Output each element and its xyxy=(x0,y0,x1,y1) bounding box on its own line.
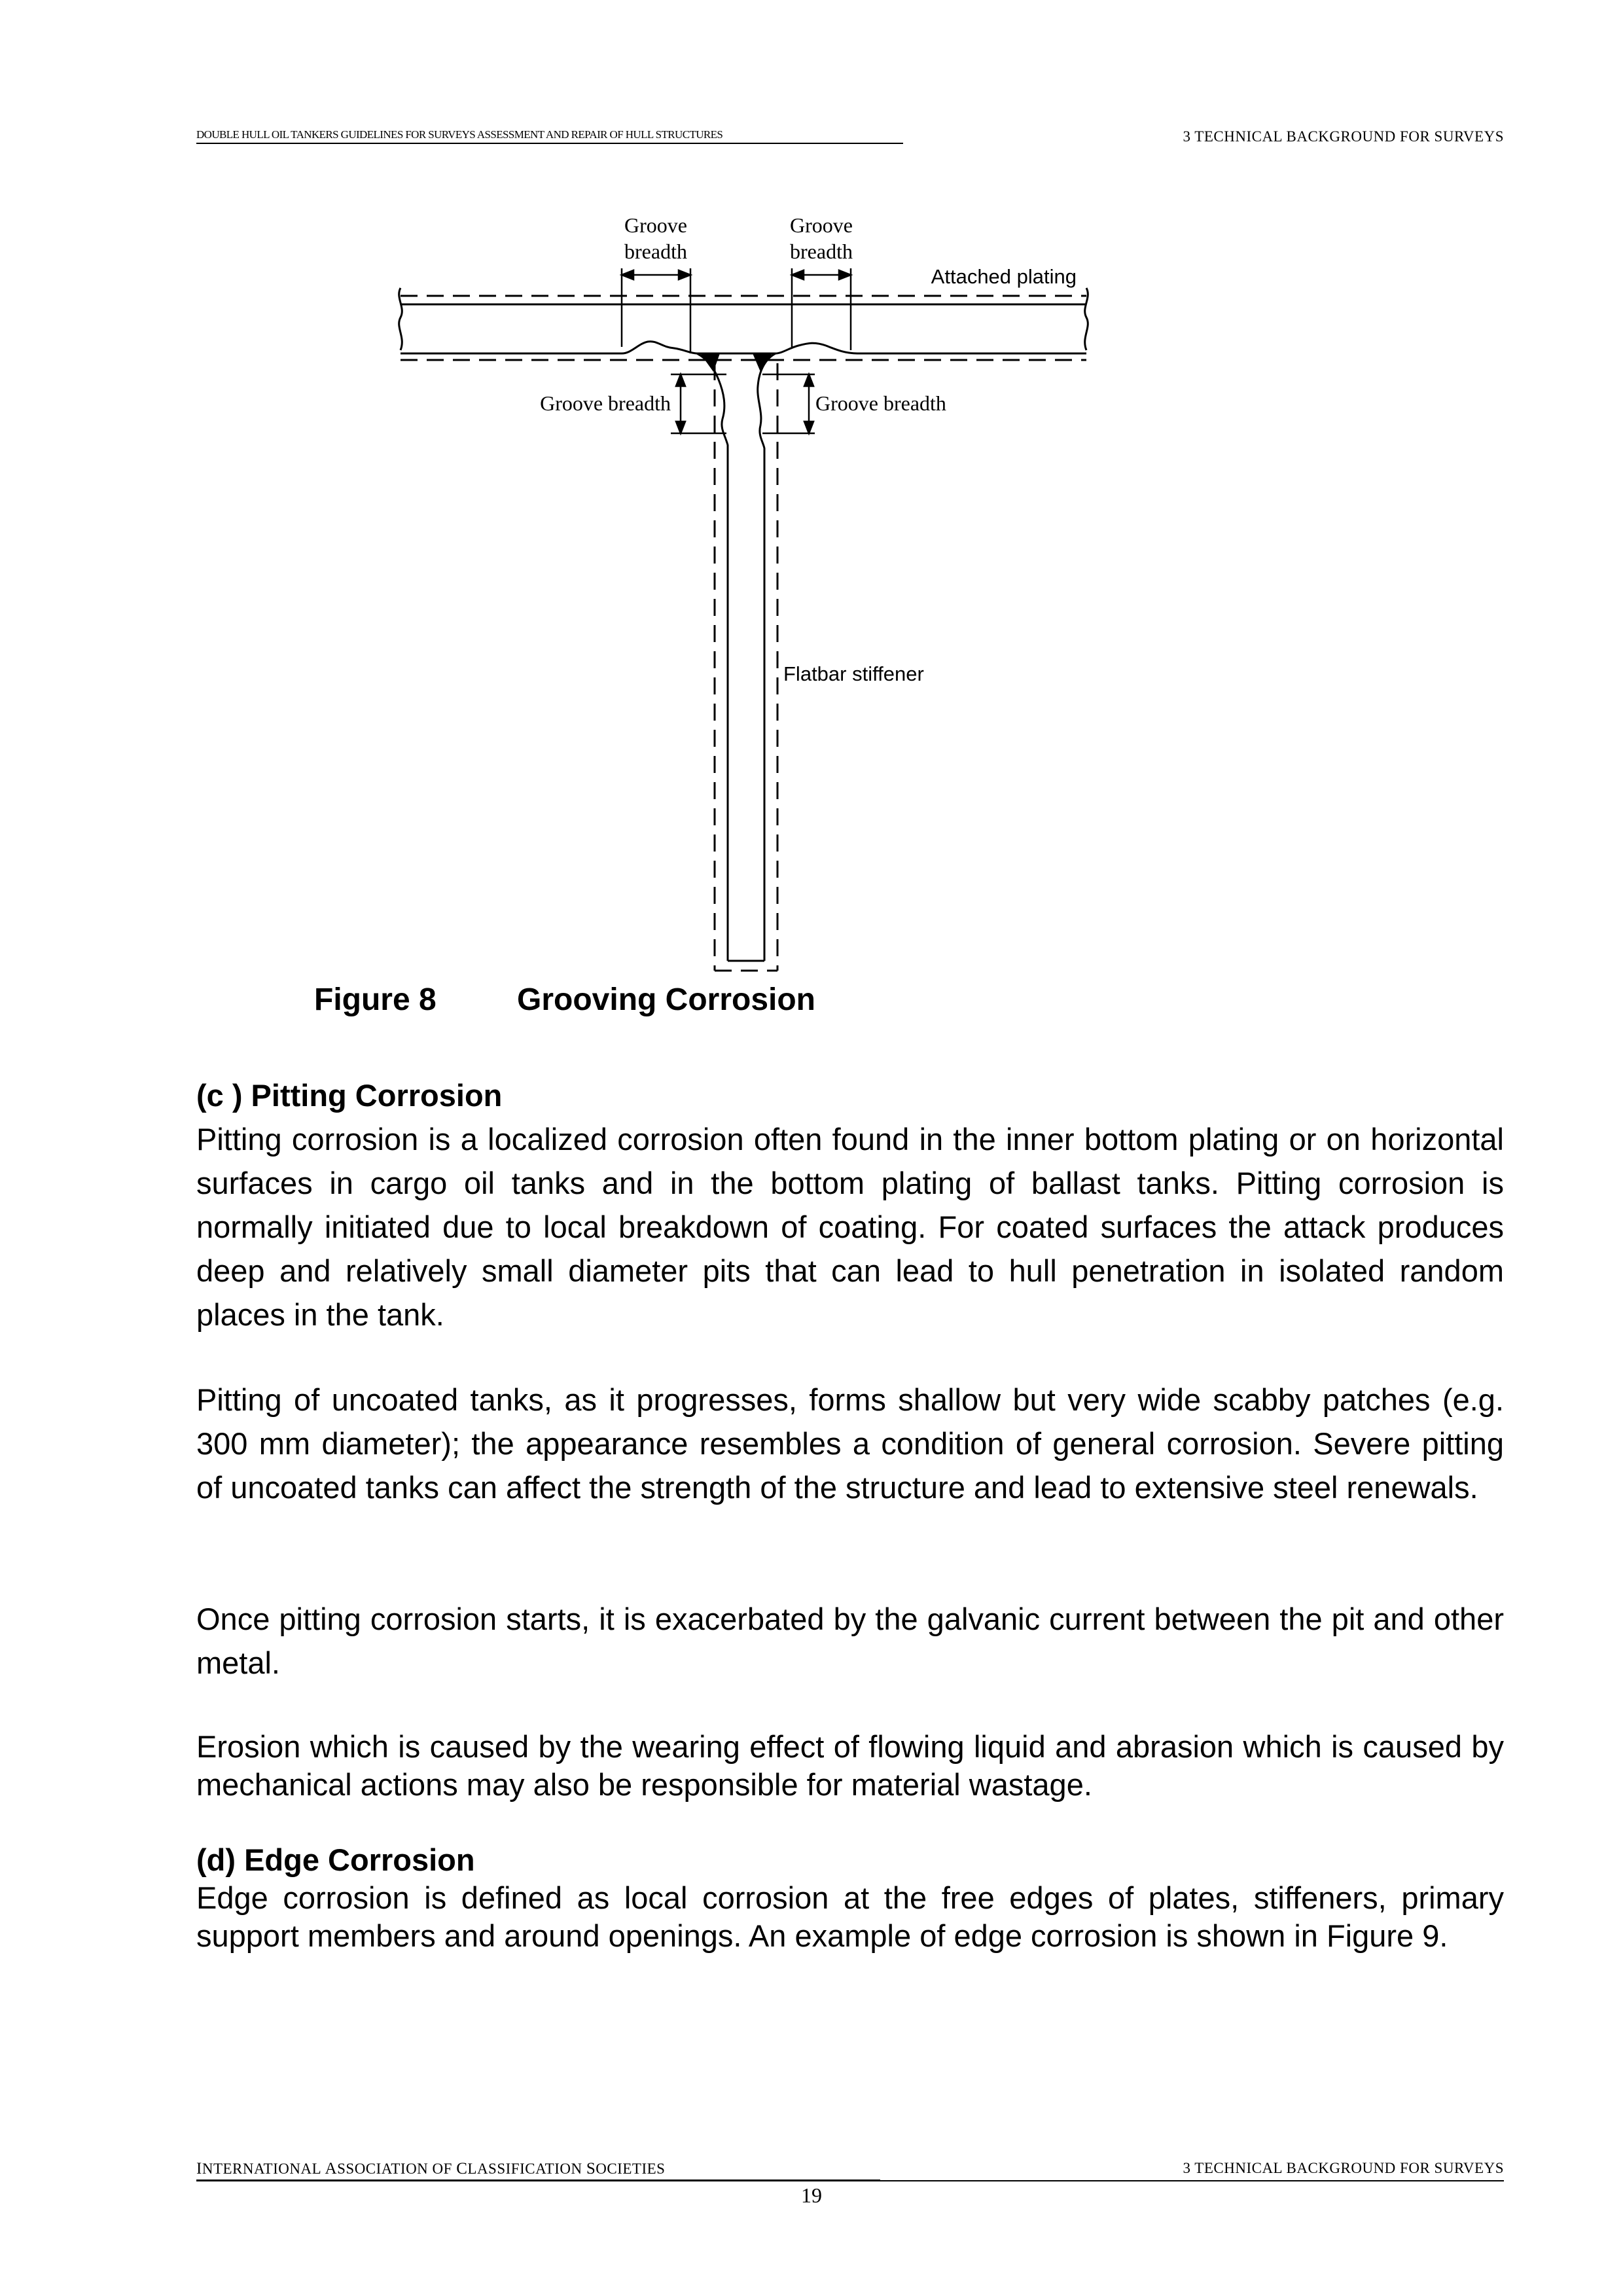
attached-plating xyxy=(399,288,1088,353)
original-stiffener-outline xyxy=(715,363,777,971)
label-groove-breadth-top-left-line1: Groove xyxy=(624,213,687,237)
figure-grooving-corrosion-diagram xyxy=(353,196,1178,982)
paragraph: Once pitting corrosion starts, it is exacerbated by the galvanic current between the pit and other metal. xyxy=(196,1602,1504,1680)
paragraph-block xyxy=(196,1728,1504,1804)
paragraph-block xyxy=(196,1597,1504,1685)
running-header xyxy=(196,128,1504,148)
section-pitting-corrosion xyxy=(196,1073,1504,1336)
footer-section-title: 3 TECHNICAL BACKGROUND FOR SURVEYS xyxy=(1183,2160,1504,2176)
footer-rule xyxy=(196,2180,1504,2181)
paragraph: Edge corrosion is defined as local corrosion at the free edges of plates, stiffeners, primary support members and around openings. An example of edge corrosion is shown in Figure 9. xyxy=(196,1880,1504,1953)
paragraph: Erosion which is caused by the wearing effect of flowing liquid and abrasion which is caused by mechanical actions may also be responsible for material wastage. xyxy=(196,1729,1504,1802)
header-section-title: 3 TECHNICAL BACKGROUND FOR SURVEYS xyxy=(1183,128,1504,145)
footer-organization: INTERNATIONAL ASSOCIATION OF CLASSIFICATION SOCIETIES xyxy=(196,2160,880,2181)
label-flatbar-stiffener: Flatbar stiffener xyxy=(783,662,924,685)
label-groove-breadth-top-left-line2: breadth xyxy=(624,240,687,263)
figure-caption-title: Grooving Corrosion xyxy=(517,982,815,1017)
weld-fillets xyxy=(700,353,772,372)
running-footer xyxy=(196,2160,1504,2179)
paragraph-block xyxy=(196,1378,1504,1509)
side-groove-dimensions xyxy=(671,374,815,433)
paragraph: Pitting corrosion is a localized corrosion often found in the inner bottom plating or on horizontal surfaces in cargo oil tanks and in the bottom plating of ballast tanks. Pitting corrosion is normally initiated due to local breakdown of coating. For coated surfaces the attack produces deep and relatively small diameter pits that can lead to hull penetration in isolated random places in the tank. xyxy=(196,1122,1504,1332)
original-plating-outline xyxy=(401,296,1086,360)
grooving-diagram-svg xyxy=(353,196,1178,982)
header-document-title: DOUBLE HULL OIL TANKERS GUIDELINES FOR SURVEYS ASSESSMENT AND REPAIR OF HULL STRUCTURES xyxy=(196,128,903,144)
section-edge-corrosion xyxy=(196,1841,1504,1955)
top-groove-dimensions xyxy=(622,268,851,353)
label-groove-breadth-top-right-line2: breadth xyxy=(790,240,853,263)
label-groove-breadth-side-right: Groove breadth xyxy=(815,391,946,415)
page-number: 19 xyxy=(801,2183,822,2207)
label-attached-plating: Attached plating xyxy=(931,265,1077,288)
figure-caption-number: Figure 8 xyxy=(314,982,437,1017)
paragraph: Pitting of uncoated tanks, as it progresses, forms shallow but very wide scabby patches (e.g. 300 mm diameter); the appearance resembles a condition of general corrosion. Severe pitting of uncoated tanks can affect the strength of the structure and lead to extensive steel renewals. xyxy=(196,1382,1504,1505)
label-groove-breadth-side-left: Groove breadth xyxy=(540,391,671,415)
section-heading-edge: (d) Edge Corrosion xyxy=(196,1842,475,1877)
flatbar-stiffener xyxy=(697,353,776,961)
section-heading-pitting: (c ) Pitting Corrosion xyxy=(196,1078,503,1113)
label-groove-breadth-top-right-line1: Groove xyxy=(790,213,853,237)
